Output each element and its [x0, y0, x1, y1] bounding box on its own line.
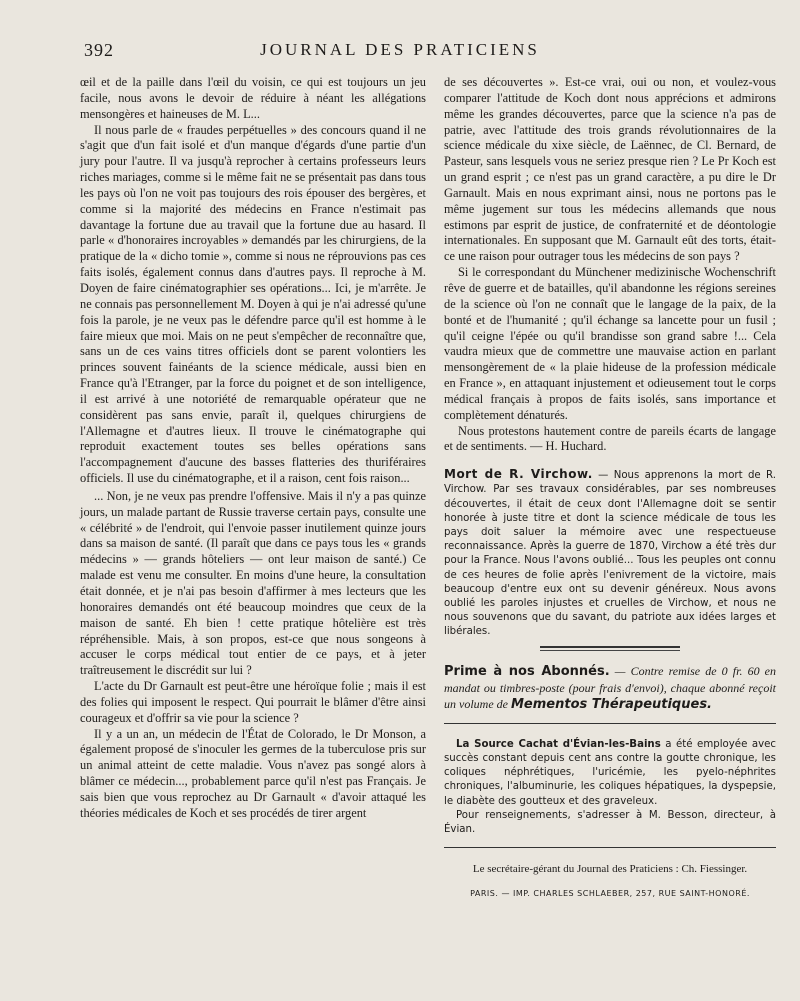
paragraph: Si le correspondant du Münchener medizinische Wochenschrift rêve de guerre et de batailles, qu'il abandonne les régions sereines de la science où l'on ne connaît que le langage de la paix, de la bonté et de l'humanité ; qu'il échange sa lancette pour un fusil ; qu'il ceigne l'épée ou qu'il brandisse son grand sabre !... Cela vaudra mieux que de commettre une mauvaise action en parlant mensongèrement de « la plaie hideuse de la profession médicale en France », en attaquant injustement et odieusement tout le corps médical français à propos de faits isolés, sans importance et complètement dénaturés.: [444, 265, 776, 422]
prime-notice: [444, 663, 776, 713]
paragraph: ... Non, je ne veux pas prendre l'offensive. Mais il n'y a pas quinze jours, un malade partant de Russie traverse certain pays, consulte une « célébrité » de l'endroit, qui l'envoie passer inutilement quinze jours dans sa maison de santé. (Il paraît que dans ce pays tous les « grands médecins » — grands hôteliers — ont leur maison de santé.) Ce malade est venu me consulter. En moins d'une heure, la consultation était donnée, et je n'ai pas besoin d'affirmer à mes lecteurs que les honoraires demandés ont été beaucoup moindres que ceux de la maison de santé. Eh bien ! cette pratique hôtelière est très répréhensible. Mais, à son propos, est-ce que nous songeons à accuser le corps médical tout entier de ce pays, et à jeter traîtreusement le discrédit sur lui ?: [80, 488, 426, 678]
page-header: [0, 40, 800, 62]
source-name: La Source Cachat d'Évian-les-Bains: [456, 738, 661, 750]
source-text: a été employée avec succès constant depuis cent ans contre la goutte chronique, les coliques néphrétiques, l'uricémie, les pyelo-néphrites chroniques, l'albuminurie, les coliques hépatiques, la dyspepsie, le diabète des goutteux et des graveleux.: [444, 738, 776, 807]
left-column: [80, 75, 426, 822]
notice-text: — Nous apprenons la mort de R. Virchow. Par ses travaux considérables, par ses nombreuses découvertes, il était de ceux dont l'Allemagne doit se sentir honorée à juste titre et dont la science médicale de tous les pays doit saluer la mémoire avec une respectueuse reconnaissance. Après la guerre de 1870, Virchow a été très dur pour la France. Nous l'avons oublié... Tous les peuples ont connu de ces heures de folie après l'enivrement de la victoire, mais beaucoup d'entre eux ont su devenir généreux. Nous avons oublié les paroles injustes et cruelles de Virchow, et nous ne nous souvenons que du savant, du patriote aux idées larges et libérales.: [444, 470, 776, 638]
virchow-notice: [444, 467, 776, 639]
paragraph: Il nous parle de « fraudes perpétuelles » des concours quand il ne s'agit que d'un fait isolé et d'un manque d'égards d'une partie d'un jury pour l'autre. Il va jusqu'à reprocher à certains professeurs leurs riches mariages, comme si le même fait ne se présentait pas dans tous les pays où l'on ne voit pas toujours des rois épouser des bergères, et comme si la majorité des médecins en France n'estimait pas davantage la fortune due au travail que la fortune due au hasard. Il parle « d'honoraires incroyables » demandés par les chirurgiens, de la pratique de la « dicho tomie », comme si nous ne réprouvions pas ces faits isolés, également connus dans d'autres pays. Il reproche à M. Doyen de faire cinématographier ses opérations... Ici, je m'arrête. Je ne connais pas personnellement M. Doyen à qui je n'ai adressé qu'une fois la parole, je ne veux pas le défendre parce qu'il est homme à le faire mieux que moi. Mais on ne peut s'empêcher de reconnaître que, sans un de ces vains titres officiels dont se parent volontiers les princes souvent fainéants de la science médicale, aussi bien en France qu'à l'Etranger, par la force du poignet et de son intelligence, il est arrivé à une notoriété de remarquable opérateur que ne considèrent pas sans envie, paraît il, quelques chirurgiens de l'Allemagne et d'autres lieux. Il trouve le cinématographe qui reproduit exactement toutes ses belles opérations sans l'accompagnement d'aucune des basses flatteries des thuriféraires officiels. Il use du cinématographe, et il a raison, cent fois raison...: [80, 122, 426, 486]
paragraph: Nous protestons hautement contre de pareils écarts de langage et de sentiments. — H. Huchard.: [444, 423, 776, 454]
right-column: [444, 75, 776, 902]
divider: [444, 847, 776, 848]
gerant-line: Le secrétaire-gérant du Journal des Praticiens : Ch. Fiessinger.: [472, 863, 748, 876]
paragraph: de ses découvertes ». Est-ce vrai, oui ou non, et voulez-vous comparer l'attitude de Koch dont nous apprécions et admirons même les grandes découvertes, parce que la science n'a pas de patrie, avec l'attitude des trois grands révolutionnaires de la science médicale du xixe siècle, de Laënnec, de Cl. Bernard, de Pasteur, sans lesquels vous ne seriez presque rien ? Le Pr Koch est un grand esprit ; ce n'est pas un grand caractère, a pu dire le Dr Garnault. Mais en nous exprimant ainsi, nous ne portons pas le même jugement sur tous les médecins allemands que nous estimons par esprit de justice, de confraternité et de déontologie internationales. En supposant que M. Garnault eût des torts, était-ce une raison pour outrager tous les médecins de son pays ?: [444, 75, 776, 264]
source-ad: [444, 738, 776, 837]
paragraph: œil et de la paille dans l'œil du voisin, ce qui est toujours un jeu facile, nous avons le devoir de réduire à néant les allégations mensongères et haineuses de M. L...: [80, 75, 426, 121]
imprint-line: PARIS. — IMP. CHARLES SCHLAEBER, 257, RUE SAINT-HONORÉ.: [470, 888, 750, 898]
source-info: Pour renseignements, s'adresser à M. Besson, directeur, à Évian.: [444, 809, 776, 835]
prime-title: Mementos Thérapeutiques.: [510, 696, 712, 712]
paragraph: L'acte du Dr Garnault est peut-être une héroïque folie ; mais il est des folies qui imposent le respect. Qui pourrait le blâmer d'être ainsi courageux et d'offrir sa vie pour la science ?: [80, 679, 426, 725]
divider: [444, 723, 776, 724]
page-number: 392: [84, 40, 114, 60]
journal-title: JOURNAL DES PRATICIENS: [260, 40, 540, 59]
divider: [540, 650, 680, 651]
prime-headline: Prime à nos Abonnés.: [444, 663, 610, 679]
notice-headline: Mort de R. Virchow.: [444, 467, 593, 482]
paragraph: Il y a un an, un médecin de l'État de Colorado, le Dr Monson, a également proposé de s'inoculer les germes de la tuberculose pris sur un animal atteint de cette maladie. Vous n'avez pas songé alors à blâmer ce médecin..., probablement parce qu'il n'est pas Français. Je sais bien que vous reprochez au Dr Garnault « d'avoir attaqué les théories médicales de Koch et ses procédés de tirer argent: [80, 726, 426, 820]
divider: [540, 646, 680, 648]
prime-text: — Contre remise de 0 fr. 60 en mandat ou timbres-poste (pour frais d'envoi), chaque abonné reçoit un volume de: [444, 663, 777, 711]
